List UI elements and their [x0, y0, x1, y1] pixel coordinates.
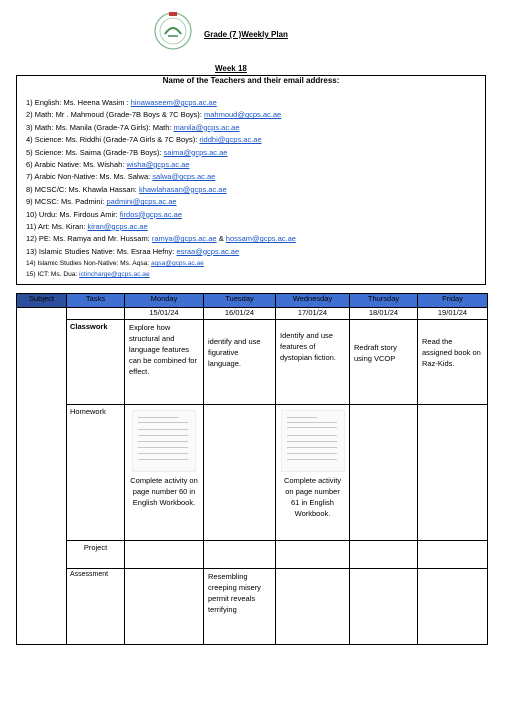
teacher-name-label: 13) Islamic Studies Native: Ms. Esraa Hefny: [26, 246, 177, 256]
project-friday [418, 541, 488, 569]
row-label-assessment: Assessment [67, 569, 125, 645]
teacher-item [26, 221, 481, 233]
teacher-email-link[interactable]: mahmoud@gcps.ac.ae [203, 110, 282, 120]
teacher-list [26, 97, 481, 280]
date-thursday: 18/01/24 [350, 308, 418, 320]
teacher-item [26, 209, 481, 221]
dates-tasks-cell [67, 308, 125, 320]
teacher-name-label: 14) Islamic Studies Non-Native: Ms. Aqsa: [26, 260, 151, 268]
teacher-name-label: 10) Urdu: Ms. Firdous Amir: [26, 209, 120, 219]
project-tuesday [204, 541, 276, 569]
teachers-heading: Name of the Teachers and their email address: [162, 76, 340, 85]
teacher-name-label: 7) Arabic Non-Native: Ms. Ms. Salwa: [26, 172, 153, 182]
teacher-name-label: 1) English: Ms. Heena Wasim : [26, 98, 131, 107]
teacher-item [26, 109, 481, 121]
teacher-email-link[interactable]: kiran@gcps.ac.ae [87, 221, 148, 231]
teacher-email-link[interactable]: salwa@gcps.ac.ae [152, 172, 216, 182]
teacher-item [26, 196, 481, 208]
school-logo [150, 8, 196, 52]
teacher-item [26, 97, 481, 109]
col-header-tasks: Tasks [67, 294, 125, 308]
teacher-name-label: 15) ICT: Ms. Dua: [26, 271, 80, 279]
week-label: Week 18 [215, 64, 247, 73]
teacher-name-label: 4) Science: Ms. Riddhi (Grade-7A Girls & 7C Boys): [26, 135, 200, 145]
project-thursday [350, 541, 418, 569]
teacher-name-label: 3) Math: Ms. Manila (Grade-7A Girls): Math: [26, 122, 174, 132]
classwork-monday: Explore how structural and language features can be combined for effect. [125, 320, 204, 405]
col-header-monday: Monday [125, 294, 204, 308]
project-monday [125, 541, 204, 569]
teacher-item [26, 269, 481, 280]
date-friday: 19/01/24 [418, 308, 488, 320]
homework-thursday [350, 405, 418, 541]
assessment-tuesday: Resembling creeping misery permit reveals terrifying [204, 569, 276, 645]
teacher-email-link[interactable]: manila@gcps.ac.ae [173, 122, 240, 132]
teacher-item [26, 134, 481, 146]
teacher-item [26, 147, 481, 159]
teacher-email-link[interactable]: hinawaseem@gcps.ac.ae [130, 98, 217, 107]
classwork-friday: Read the assigned book on Raz-Kids. [418, 320, 488, 405]
teacher-item [26, 159, 481, 171]
teacher-item [26, 233, 481, 245]
workbook-page-thumbnail [281, 410, 345, 472]
assessment-monday [125, 569, 204, 645]
teacher-email-link[interactable]: ramya@gcps.ac.ae [151, 234, 217, 244]
teacher-item [26, 122, 481, 134]
classwork-tuesday: identify and use figurative language. [204, 320, 276, 405]
teacher-name-label: 11) Art: Ms. Kiran: [26, 221, 88, 231]
teacher-name-label: 6) Arabic Native: Ms. Wishah: [26, 159, 127, 169]
teacher-email-link[interactable]: hossam@gcps.ac.ae [225, 234, 296, 244]
homework-wednesday-text: Complete activity on page number 61 in English Workbook. [283, 476, 342, 518]
teacher-email-link[interactable]: padmini@gcps.ac.ae [106, 197, 177, 207]
assessment-thursday [350, 569, 418, 645]
teacher-email-link[interactable]: firdos@gcps.ac.ae [119, 209, 183, 219]
col-header-tuesday: Tuesday [204, 294, 276, 308]
teacher-email-link[interactable]: saima@gcps.ac.ae [163, 147, 228, 157]
col-header-wednesday: Wednesday [276, 294, 350, 308]
col-header-subject: Subject [17, 294, 67, 308]
classwork-wednesday: Identify and use features of dystopian fiction. [276, 320, 350, 405]
teacher-name-label: 12) PE: Ms. Ramya and Mr. Hussam: [26, 234, 152, 244]
project-wednesday [276, 541, 350, 569]
teacher-email-link[interactable]: ictincharge@gcps.ac.ae [79, 271, 150, 279]
row-label-classwork: Classwork [67, 320, 125, 405]
page-title: Grade (7 )Weekly Plan [204, 30, 288, 39]
homework-monday [125, 405, 204, 541]
teacher-item [26, 246, 481, 258]
teacher-name-label: 8) MCSC/C: Ms. Khawla Hassan: [26, 184, 139, 194]
row-label-homework: Homework [67, 405, 125, 541]
teacher-item [26, 171, 481, 183]
teacher-name-label: 5) Science: Ms. Saima (Grade-7B Boys): [26, 147, 164, 157]
date-wednesday: 17/01/24 [276, 308, 350, 320]
subject-cell [17, 308, 67, 645]
homework-monday-text: Complete activity on page number 60 in English Workbook. [130, 476, 198, 507]
teacher-email-link[interactable]: khawlahasan@gcps.ac.ae [138, 184, 227, 194]
teacher-email-link[interactable]: riddhi@gcps.ac.ae [199, 135, 262, 145]
col-header-friday: Friday [418, 294, 488, 308]
assessment-friday [418, 569, 488, 645]
assessment-wednesday [276, 569, 350, 645]
homework-friday [418, 405, 488, 541]
teacher-name-label: 9) MCSC: Ms. Padmini: [26, 197, 107, 207]
homework-wednesday [276, 405, 350, 541]
email-separator: & [216, 234, 226, 244]
col-header-thursday: Thursday [350, 294, 418, 308]
homework-tuesday [204, 405, 276, 541]
teacher-email-link[interactable]: esraa@gcps.ac.ae [176, 246, 240, 256]
date-tuesday: 16/01/24 [204, 308, 276, 320]
teacher-name-label: 2) Math: Mr . Mahmoud (Grade-7B Boys & 7C Boys): [26, 110, 204, 120]
classwork-thursday: Redraft story using VCOP [350, 320, 418, 405]
teacher-item [26, 184, 481, 196]
workbook-page-thumbnail [132, 410, 196, 472]
date-monday: 15/01/24 [125, 308, 204, 320]
row-label-project: Project [67, 541, 125, 569]
weekly-plan-table [16, 293, 488, 645]
teacher-email-link[interactable]: wisha@gcps.ac.ae [126, 159, 190, 169]
teacher-email-link[interactable]: aqsa@gcps.ac.ae [150, 260, 204, 268]
teacher-item [26, 258, 481, 269]
